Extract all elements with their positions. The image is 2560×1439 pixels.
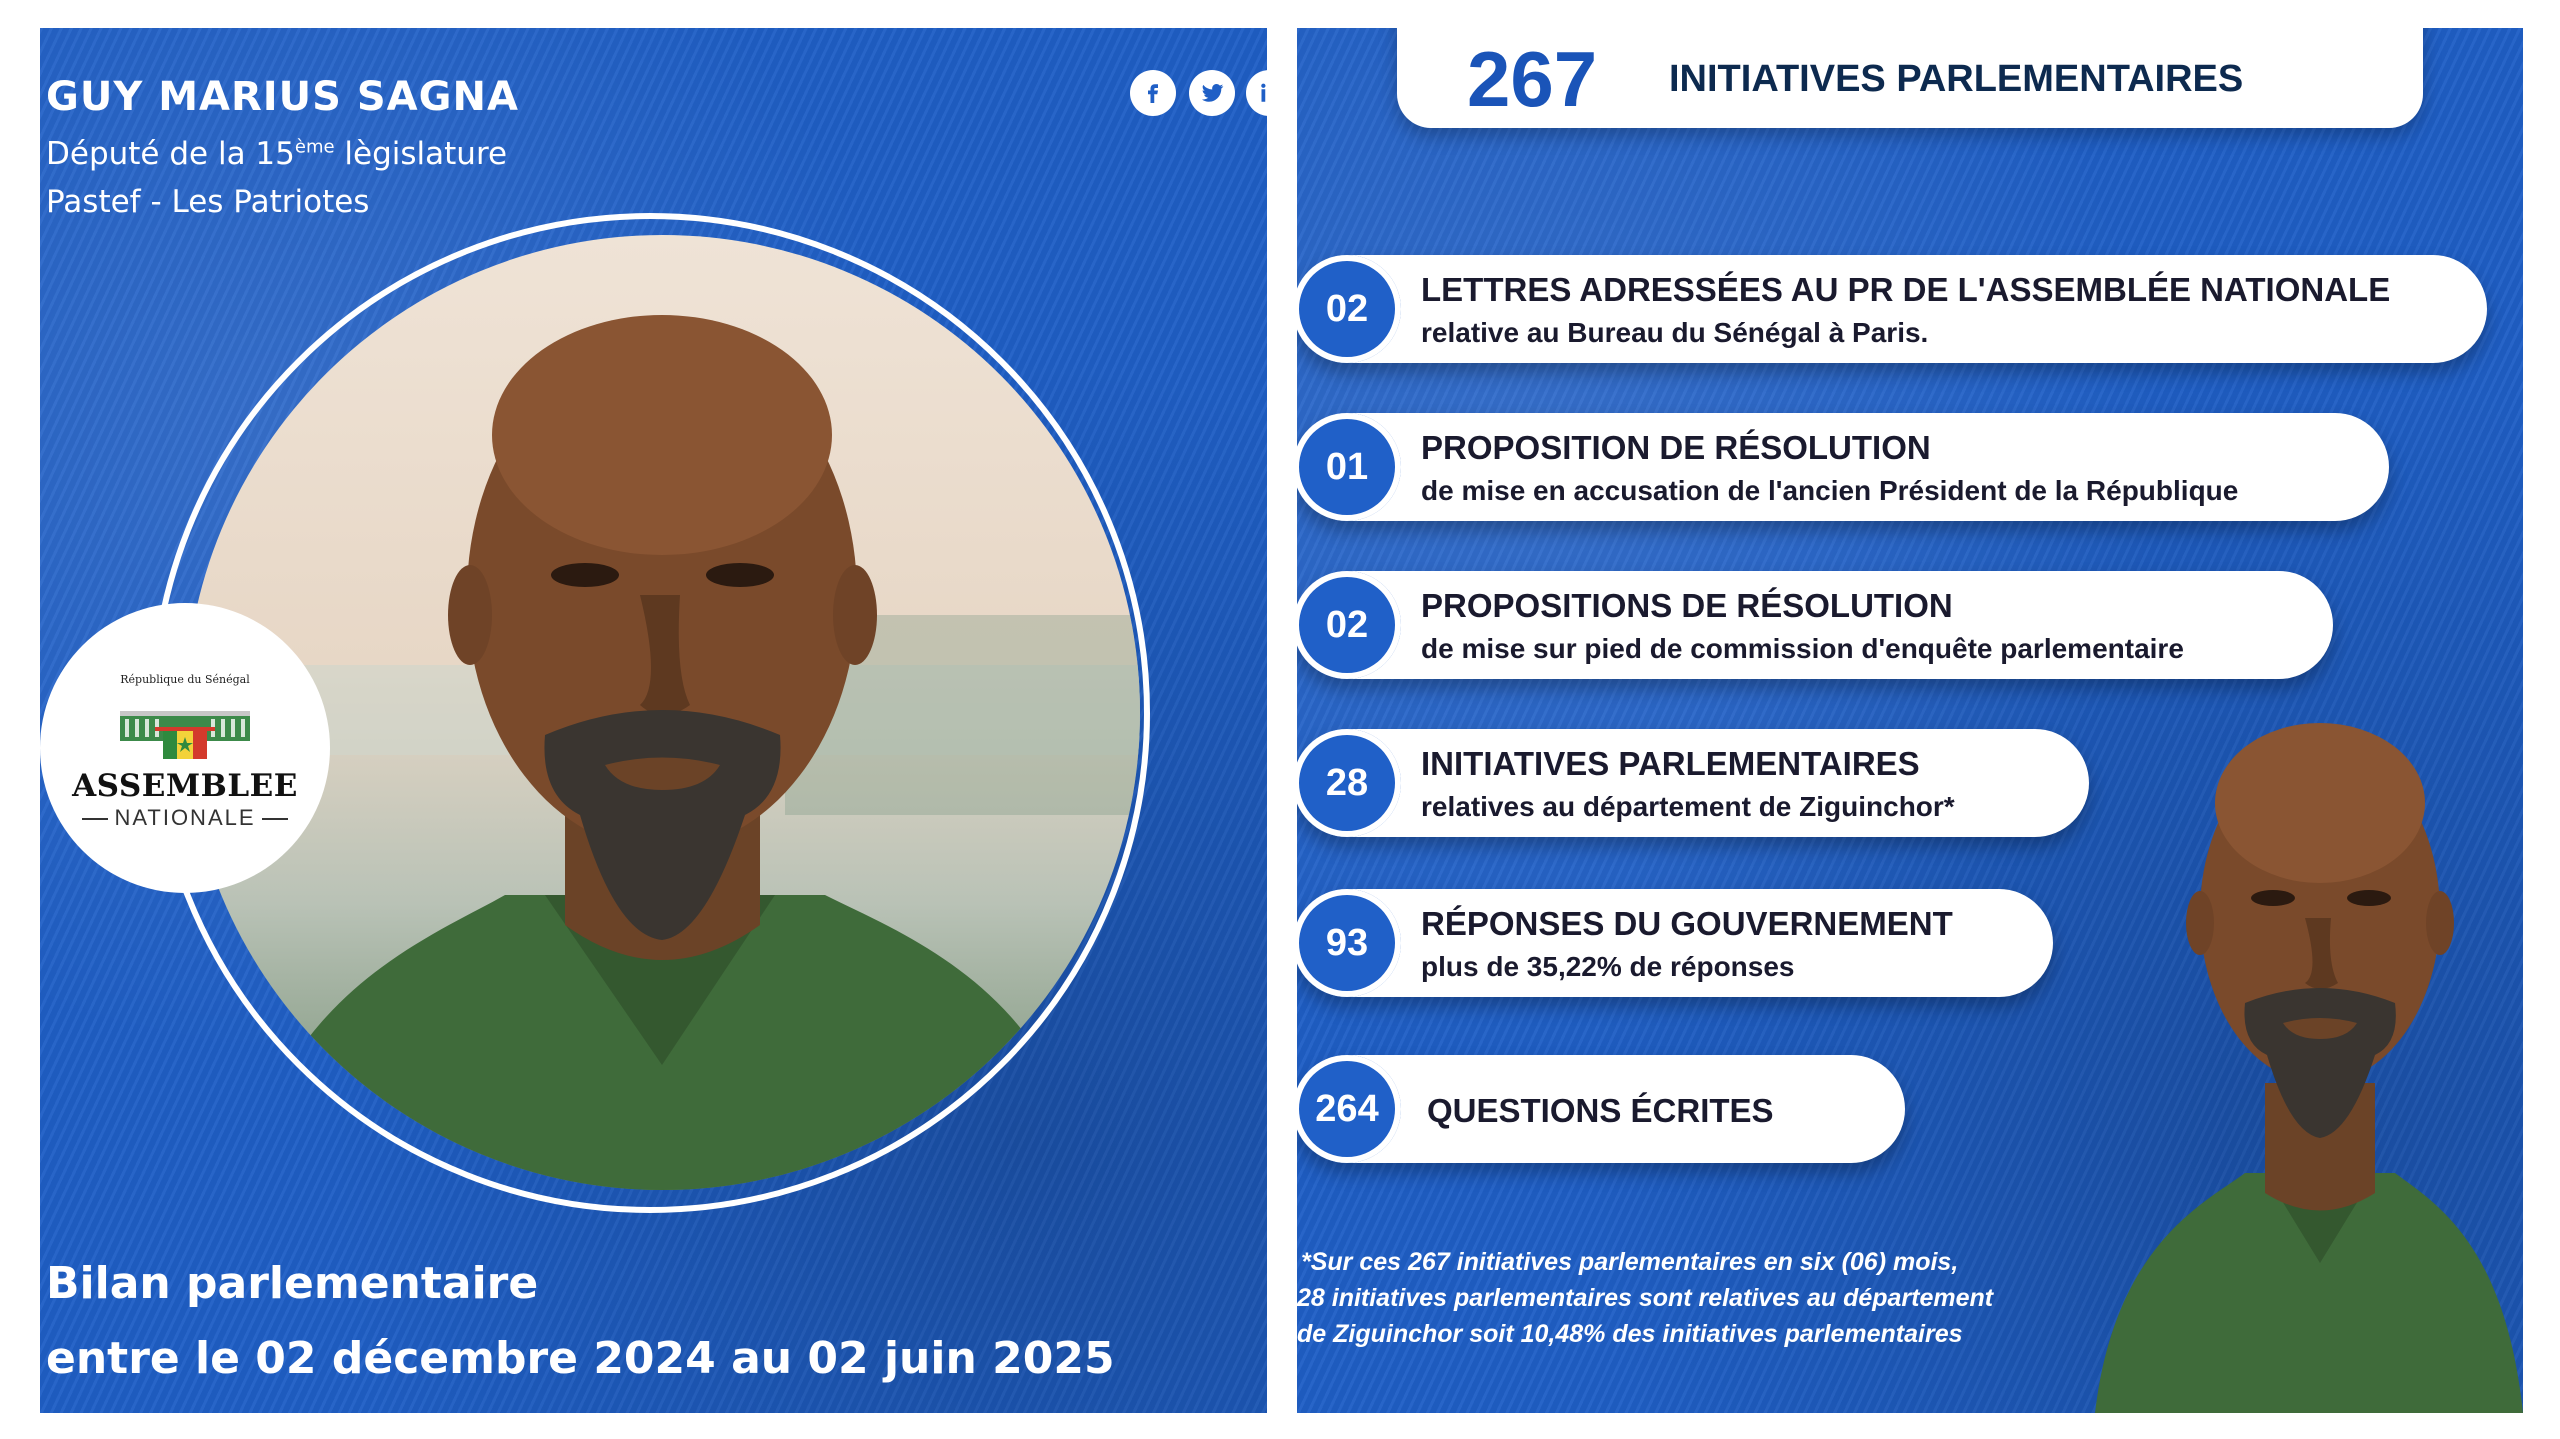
subtitle-sup: ème [294,136,335,158]
footnote-line-3: de Ziguinchor soit 10,48% des initiatives parlementaires [1297,1320,1963,1348]
stat-item [1297,729,2089,837]
stat-item [1297,255,2487,363]
stat-item [1297,571,2333,679]
stat-title: QUESTIONS ÉCRITES [1427,1092,1774,1129]
facebook-icon[interactable] [1130,70,1176,116]
header-text: INITIATIVES PARLEMENTAIRES [1669,58,2244,100]
stat-number: 264 [1297,1055,1401,1163]
stat-title: PROPOSITION DE RÉSOLUTION [1421,429,1931,466]
logo-subtitle [40,805,330,831]
parliament-building-icon [115,701,255,761]
stat-title: INITIATIVES PARLEMENTAIRES [1421,745,1920,782]
stat-number: 02 [1297,255,1401,363]
logo-title: ASSEMBLEE [72,768,298,804]
header-card [1397,28,2423,128]
portrait-photo [185,235,1140,1190]
twitter-icon[interactable] [1189,70,1235,116]
stat-title: PROPOSITIONS DE RÉSOLUTION [1421,587,1953,624]
right-panel [1297,28,2523,1413]
stat-description: plus de 35,22% de réponses [1421,951,1795,982]
linkedin-icon[interactable] [1246,70,1267,116]
stat-number: 93 [1297,889,1401,997]
logo-small-text: République du Sénégal [120,673,250,686]
stat-item [1297,1055,1905,1163]
stat-item [1297,889,2053,997]
stat-item [1297,413,2389,521]
left-panel [40,28,1267,1413]
stat-description: de mise sur pied de commission d'enquête parlementaire [1421,633,2184,664]
stat-number: 02 [1297,571,1401,679]
footnote-line-2: 28 initiatives parlementaires sont relatives au département [1297,1284,1994,1312]
stat-number: 28 [1297,729,1401,837]
stat-number: 01 [1297,413,1401,521]
deputy-subtitle [46,136,507,172]
stat-title: RÉPONSES DU GOUVERNEMENT [1421,905,1953,942]
deputy-name: GUY MARIUS SAGNA [46,74,519,120]
bilan-title: Bilan parlementaire [46,1258,539,1309]
logo-subtitle-text: NATIONALE [114,805,256,830]
header-number: 267 [1467,35,1598,123]
stat-description: relative au Bureau du Sénégal à Paris. [1421,317,1929,348]
stat-description: relatives au département de Ziguinchor* [1421,791,1955,822]
stat-title: LETTRES ADRESSÉES AU PR DE L'ASSEMBLÉE NATIONALE [1421,271,2391,308]
stat-description: de mise en accusation de l'ancien Président de la République [1421,475,2239,506]
subtitle-suffix: lègislature [334,136,508,172]
deputy-portrait-small [2095,683,2523,1413]
bilan-dates: entre le 02 décembre 2024 au 02 juin 2025 [46,1333,1115,1384]
subtitle-prefix: Député de la 15 [46,136,295,172]
party-name: Pastef - Les Patriotes [46,184,370,220]
footnote-line-1: *Sur ces 267 initiatives parlementaires en six (06) mois, [1301,1248,1959,1276]
assemblee-nationale-logo [40,603,330,893]
